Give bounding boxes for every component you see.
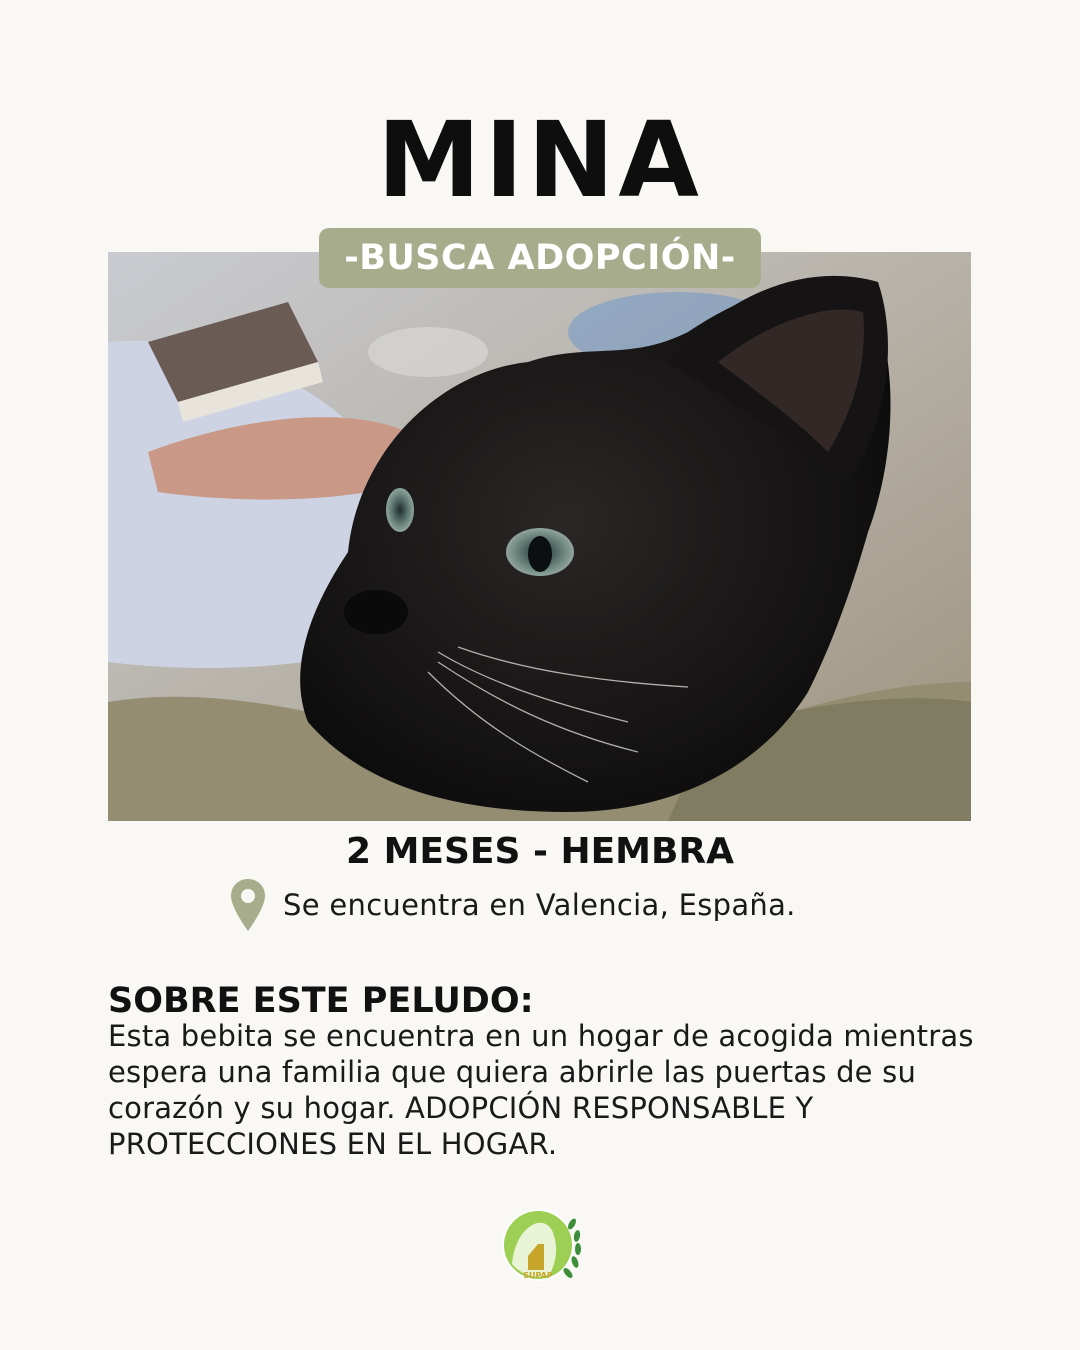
supap-logo	[498, 1204, 584, 1286]
about-title: SOBRE ESTE PELUDO:	[108, 981, 534, 1021]
cat-photo	[108, 252, 971, 821]
age-sex-label: 2 MESES - HEMBRA	[345, 831, 735, 872]
location-row	[229, 876, 796, 934]
black-kitten-image	[108, 252, 971, 821]
svg-text:SUPAP: SUPAP	[523, 1271, 553, 1280]
about-body: Esta bebita se encuentra en un hogar de acogida mientras espera una familia que quiera abrirle las puertas de su corazón y su hogar. ADOPCIÓN RESPONSABLE Y PROTECCIONES EN EL HOGAR.	[108, 1019, 974, 1161]
location-text: Se encuentra en Valencia, España.	[283, 888, 796, 922]
map-pin-icon	[229, 877, 267, 933]
adoption-badge: -BUSCA ADOPCIÓN-	[319, 228, 761, 288]
pet-name: MINA	[377, 99, 703, 221]
